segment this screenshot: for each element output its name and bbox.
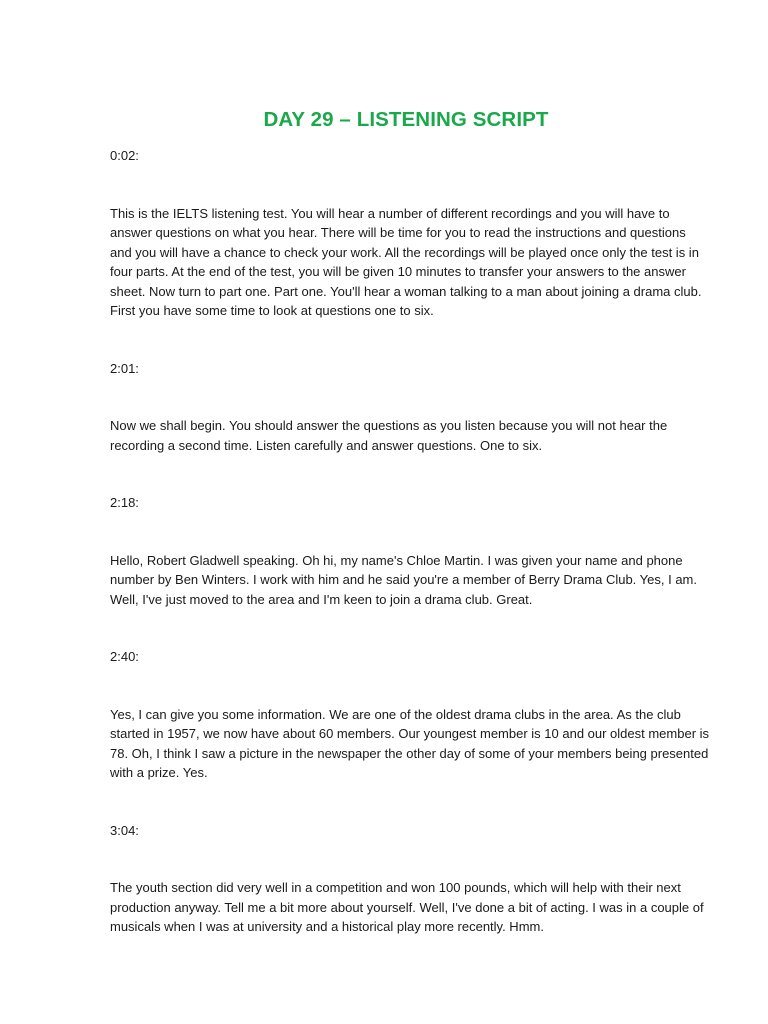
script-paragraph: Yes, I can give you some information. We are one of the oldest drama clubs in the area. As the club started in 1957, we now have about 60 members. Our youngest member is 10 and our oldest member is 78. Oh, I think I saw a picture in the newspaper the other day of some of your members being presented with a prize. Yes. — [110, 706, 710, 780]
script-paragraph: Now we shall begin. You should answer the questions as you listen because you will not hear the recording a second time. Listen carefully and answer questions. One to six. — [110, 418, 668, 453]
script-paragraph: Hello, Robert Gladwell speaking. Oh hi, my name's Chloe Martin. I was given your name and phone number by Ben Winters. I work with him and he said you're a member of Berry Drama Club. Yes, I am. Well, I've just moved to the area and I'm keen to join a drama club. Great. — [110, 552, 697, 607]
timestamp: 0:02: — [110, 148, 139, 163]
timestamp: 2:18: — [110, 495, 139, 510]
timestamp: 3:04: — [110, 822, 139, 838]
page-title: DAY 29 – LISTENING SCRIPT — [263, 108, 549, 131]
script-paragraph: This is the IELTS listening test. You will hear a number of different recordings and you will have to answer questions on what you hear. There will be time for you to read the instructions and questions and you will have a chance to check your work. All the recordings will be played once only the test is in four parts. At the end of the test, you will be given 10 minutes to transfer your answers to the answer sheet. Now turn to part one. Part one. You'll hear a woman talking to a man about joining a drama club. First you have some time to look at questions one to six. — [110, 205, 702, 318]
script-paragraph: The youth section did very well in a competition and won 100 pounds, which will help with their next production anyway. Tell me a bit more about yourself. Well, I've done a bit of acting. I was in a couple of musicals when I was at university and a historical play more recently. Hmm. — [110, 880, 704, 934]
timestamp: 2:40: — [110, 649, 139, 664]
timestamp: 2:01: — [110, 360, 139, 376]
